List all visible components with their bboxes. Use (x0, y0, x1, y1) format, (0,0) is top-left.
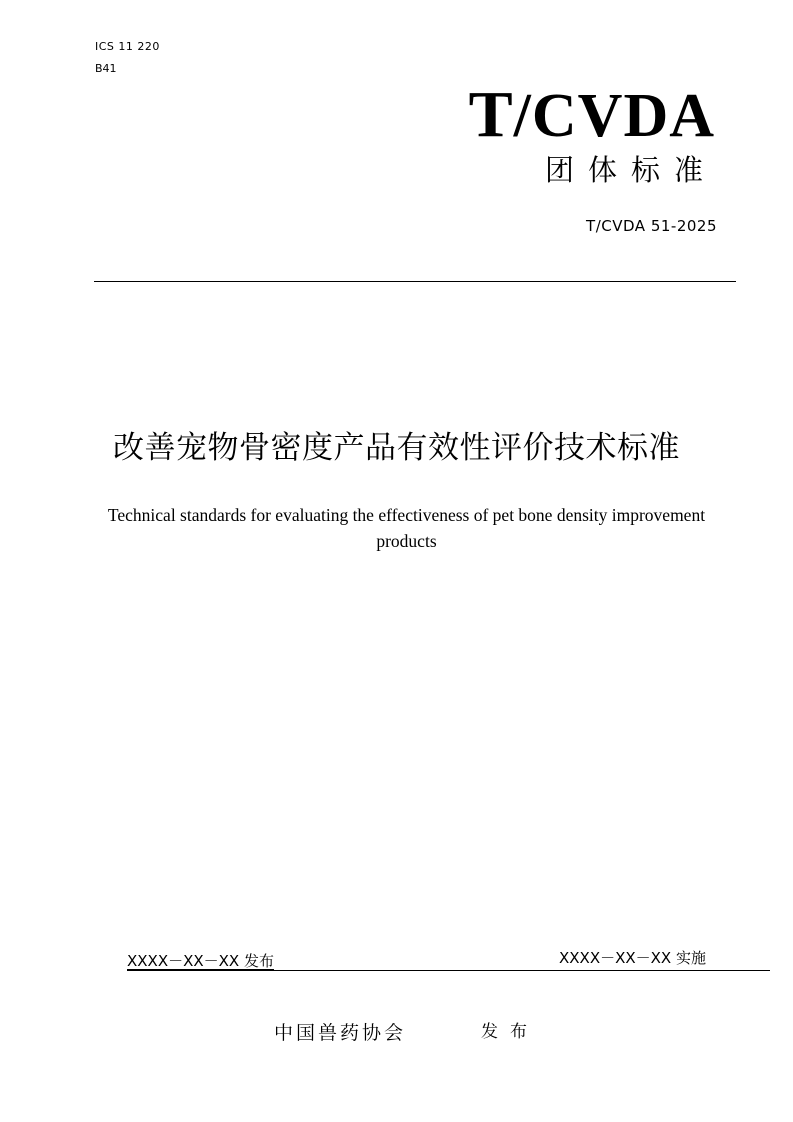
standard-brand-logo (468, 78, 715, 151)
implement-date: XXXX－XX－XX 实施 (559, 949, 706, 967)
publish-date: XXXX－XX－XX 发布 (127, 952, 274, 970)
ccs-code: B41 (95, 62, 117, 75)
ics-code: ICS 11 220 (95, 40, 160, 53)
header-divider (94, 281, 736, 282)
document-title-en: Technical standards for evaluating the effectiveness of pet bone density improvement products (107, 505, 706, 551)
brand-rest: /CVDA (513, 82, 715, 150)
brand-t: T (468, 78, 514, 151)
standard-number: T/CVDA 51-2025 (586, 217, 717, 235)
issuing-organization: 中国兽药协会 (274, 1022, 407, 1044)
issue-word: 发布 (481, 1022, 539, 1042)
standard-type: 团体标准 (544, 153, 717, 187)
date-divider (127, 970, 770, 971)
document-title-zh: 改善宠物骨密度产品有效性评价技术标准 (113, 430, 680, 466)
